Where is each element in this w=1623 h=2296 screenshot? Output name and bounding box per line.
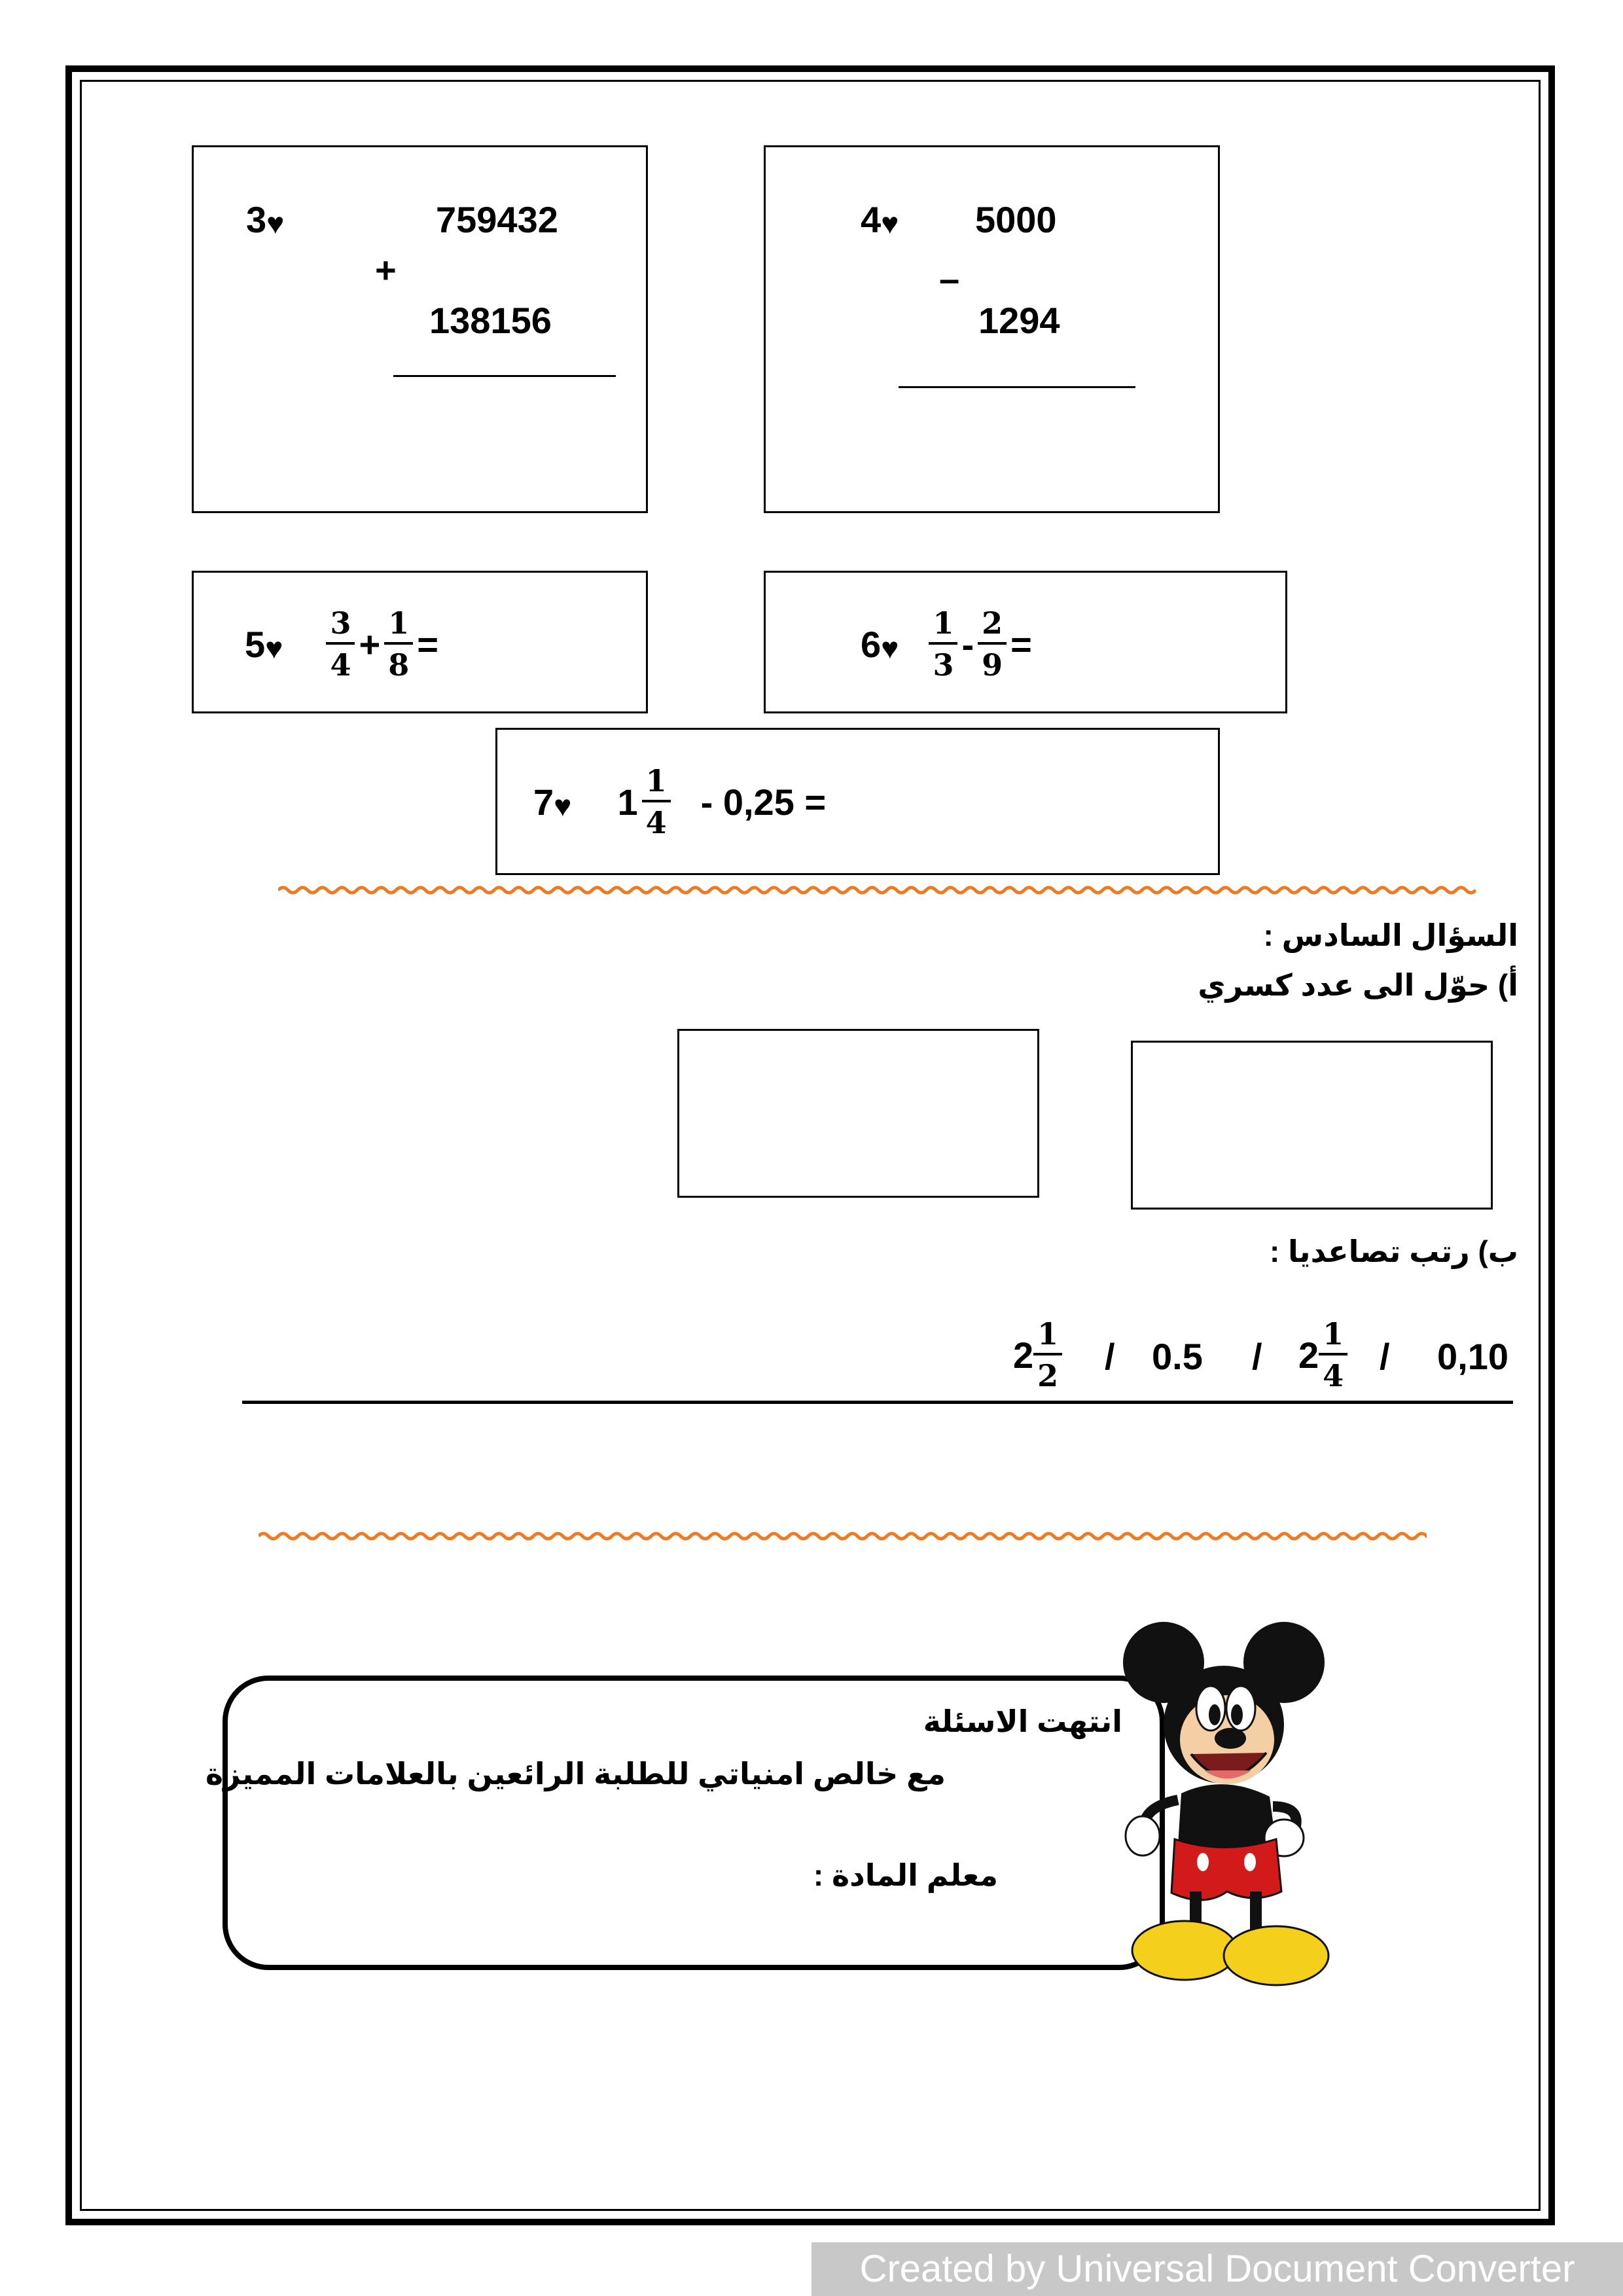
question-7-label: 7♥ — [533, 781, 572, 823]
watermark: Created by Universal Document Converter — [812, 2242, 1623, 2296]
q5-equals: = — [417, 623, 438, 665]
q4-answer-line — [899, 386, 1135, 388]
wavy-divider — [278, 882, 1476, 898]
heart-icon: ♥ — [266, 206, 285, 240]
q4-top-number: 5000 — [975, 199, 1057, 240]
q6-equals: = — [1010, 623, 1032, 665]
question-6-expression — [861, 595, 1032, 693]
mixed-number-2-1-4 — [1298, 1309, 1351, 1401]
heart-icon: ♥ — [881, 206, 899, 240]
fraction-3-4: $\frac{3}{4}$ — [326, 608, 355, 680]
separator: / — [1252, 1336, 1262, 1377]
separator: / — [1380, 1336, 1390, 1377]
question-3-box — [192, 145, 648, 513]
section-6-part-a: أ) حوّل الى عدد كسري — [1198, 968, 1518, 1002]
section-6-title: السؤال السادس : — [1263, 918, 1518, 952]
fraction-1-3: $\frac{1}{3}$ — [929, 608, 957, 680]
fraction-1-4: $\frac{1}{4}$ — [642, 766, 671, 838]
fraction-1-8: $\frac{1}{8}$ — [384, 608, 413, 680]
mickey-mouse-image — [1113, 1610, 1335, 1990]
answer-box-left[interactable] — [677, 1029, 1039, 1198]
closing-line-3: معلم المادة : — [813, 1858, 998, 1892]
q4-bottom-number: 1294 — [978, 300, 1060, 341]
closing-line-2: مع خالص امنياتي للطلبة الرائعين بالعلامات المميزة — [205, 1757, 946, 1791]
q3-operator: + — [375, 249, 397, 291]
question-5-label: 5♥ — [245, 623, 283, 665]
q4-operator: – — [939, 258, 960, 299]
answer-rule — [242, 1401, 1513, 1404]
separator: / — [1105, 1336, 1115, 1377]
answer-box-right[interactable] — [1131, 1041, 1493, 1210]
question-6-box — [764, 571, 1287, 713]
question-7-box — [495, 728, 1220, 875]
question-5-box — [192, 571, 648, 713]
heart-icon: ♥ — [881, 630, 899, 665]
closing-line-1: انتهت الاسئلة — [923, 1704, 1122, 1738]
mixed-number-2-1-2 — [1013, 1309, 1066, 1401]
q6-operator: - — [961, 623, 974, 665]
wavy-divider — [259, 1528, 1427, 1544]
question-7-expression — [533, 749, 826, 854]
heart-icon: ♥ — [554, 788, 572, 823]
mixed-fraction: $\frac{1}{4}$ — [1319, 1319, 1347, 1391]
q3-top-number: 759432 — [436, 199, 558, 240]
question-6-label: 6♥ — [861, 623, 899, 665]
mixed-whole: 2 — [1013, 1334, 1034, 1376]
question-3-label: 3♥ — [246, 199, 285, 240]
fraction-2-9: $\frac{2}{9}$ — [978, 608, 1007, 680]
section-6-part-b: ب) رتب تصاعديا : — [1269, 1234, 1518, 1268]
question-4-box — [764, 145, 1220, 513]
mixed-fraction: $\frac{1}{2}$ — [1033, 1319, 1062, 1391]
q3-bottom-number: 138156 — [429, 300, 552, 341]
heart-icon: ♥ — [265, 630, 283, 665]
order-items-row — [1013, 1309, 1510, 1401]
q3-answer-line — [393, 375, 616, 377]
q7-rest: - 0,25 = — [700, 781, 827, 823]
value-0-5: 0.5 — [1152, 1336, 1203, 1377]
q7-whole-number: 1 — [617, 781, 638, 823]
question-4-label: 4♥ — [861, 199, 899, 240]
q5-operator: + — [359, 623, 381, 665]
mixed-whole: 2 — [1298, 1334, 1319, 1376]
value-0-10: 0,10 — [1437, 1336, 1508, 1377]
question-5-expression — [245, 595, 438, 693]
